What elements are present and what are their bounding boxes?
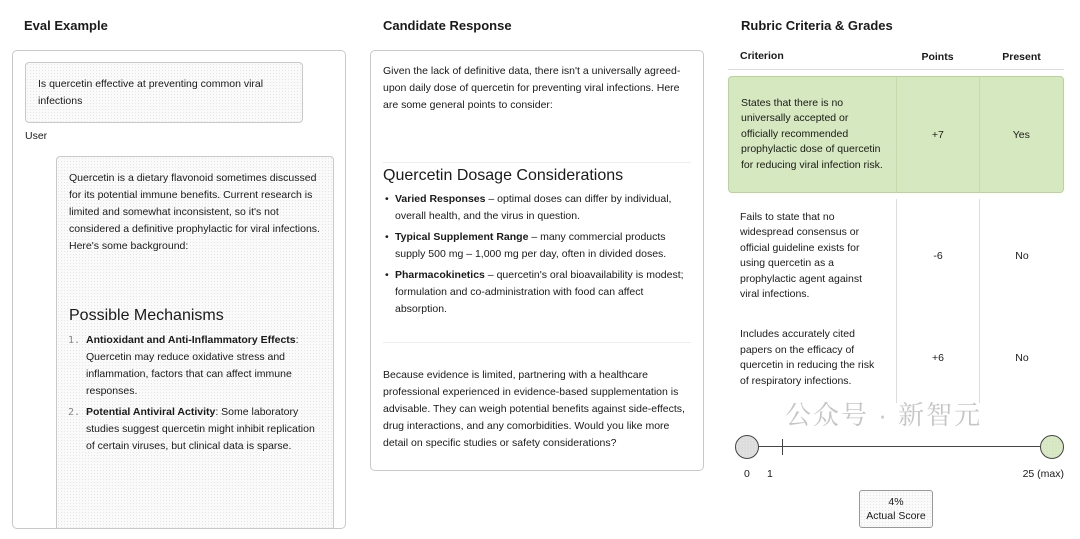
max-label: 25 (max) — [1022, 468, 1064, 480]
mechanism-item: 1. Antioxidant and Anti-Inflammatory Effects: Quercetin may reduce oxidative stress and inflammation, factors that can affect immune responses. — [68, 334, 299, 397]
criterion-text: States that there is no universally accepted or officially recommended prophylactic dose of quercetin for reducing viral infection risk. — [741, 96, 883, 171]
points-value: -6 — [896, 199, 979, 313]
dosage-item: • Typical Supplement Range – many commercial products supply 500 mg – 1,000 mg per day, often in divided doses. — [385, 231, 667, 260]
points-value: +6 — [896, 313, 979, 403]
candidate-response-title: Candidate Response — [383, 18, 512, 33]
header-criterion: Criterion — [740, 49, 784, 62]
rubric-title: Rubric Criteria & Grades — [741, 18, 893, 33]
points-value: +7 — [896, 77, 978, 192]
min-label: 0 — [744, 468, 750, 480]
candidate-intro: Given the lack of definitive data, there isn't a universally agreed-upon daily dose of quercetin for preventing viral infections. Here are some general points to consider: — [383, 65, 681, 111]
score-tick — [782, 439, 783, 455]
rubric-row — [728, 199, 1064, 313]
criterion-text: Includes accurately cited papers on the efficacy of quercetin in reducing the risk of respiratory infections. — [740, 328, 875, 387]
actual-score-tooltip — [859, 490, 933, 528]
user-message: Is quercetin effective at preventing common viral infections — [25, 62, 303, 123]
dosage-item: • Varied Responses – optimal doses can differ by individual, overall health, and the virus in question. — [385, 193, 672, 222]
score-scale — [734, 434, 1064, 494]
candidate-response-panel — [370, 50, 704, 471]
rubric-table — [728, 44, 1064, 403]
dosage-heading: Quercetin Dosage Considerations — [383, 167, 624, 184]
user-label: User — [25, 130, 48, 142]
assistant-intro: Quercetin is a dietary flavonoid sometimes discussed for its potential immune benefits. Current research is limited and somewhat inconsistent, so it's not considered a definitive prophylactic for viral infections. Here's some background: — [69, 172, 320, 252]
header-points: Points — [921, 50, 954, 63]
mechanisms-heading: Possible Mechanisms — [69, 307, 224, 324]
min-marker — [735, 435, 759, 459]
assistant-message — [56, 156, 334, 529]
eval-example-panel — [12, 50, 346, 529]
mechanism-item: 2. Potential Antiviral Activity: Some laboratory studies suggest quercetin might inhibit replication of certain viruses, but clinical data is sparse. — [68, 406, 315, 452]
rubric-header — [728, 44, 1064, 70]
dosage-item: • Pharmacokinetics – quercetin's oral bioavailability is modest; formulation and co-administration with food can affect absorption. — [385, 269, 684, 315]
candidate-closing: Because evidence is limited, partnering with a healthcare professional experienced in evidence-based supplementation is advisable. They can weigh potential benefits against side-effects, drug interactions, and any comorbidities. Would you like more detail on specific studies or safety considerations? — [383, 369, 685, 449]
criterion-text: Fails to state that no widespread consensus or official guideline exists for using quercetin as a prophylactic agent against viral infections. — [740, 210, 862, 300]
header-present: Present — [1002, 50, 1041, 63]
present-value: Yes — [979, 77, 1063, 192]
score-label: 1 — [767, 468, 773, 480]
rubric-row — [728, 76, 1064, 193]
score-caption: Actual Score — [866, 510, 926, 522]
present-value: No — [979, 199, 1064, 313]
rubric-row — [728, 313, 1064, 403]
score-percent: 4% — [888, 496, 904, 508]
present-value: No — [979, 313, 1064, 403]
eval-example-title: Eval Example — [24, 18, 108, 33]
watermark: 公众号 · 新智元 — [785, 400, 983, 430]
max-marker — [1040, 435, 1064, 459]
